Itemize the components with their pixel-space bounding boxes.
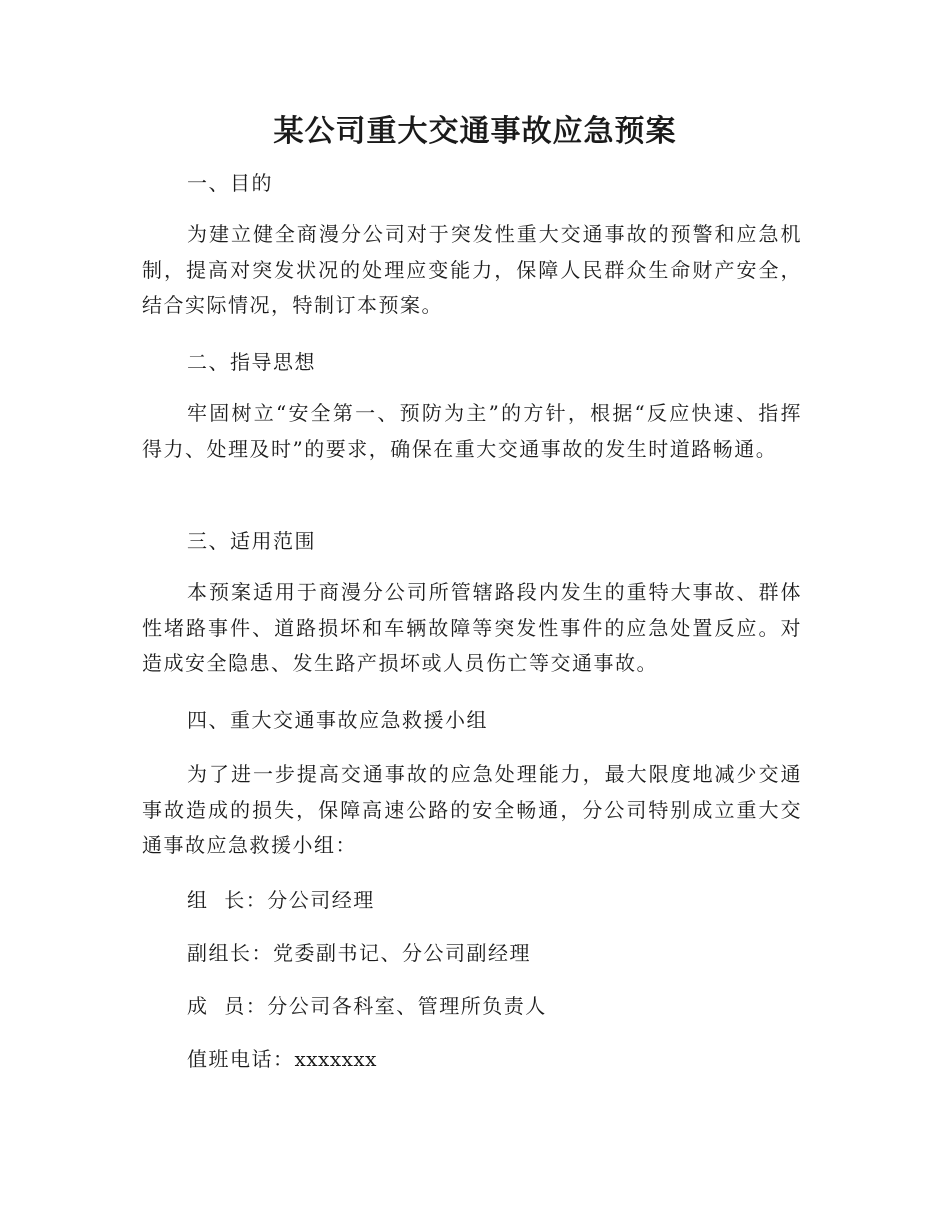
member-role: 副组长： [187,941,273,965]
section-body-purpose [142,217,802,324]
section-heading-purpose: 一、目的 [187,171,273,195]
member-role: 值班电话： [187,1047,295,1071]
paragraph: 本预案适用于商漫分公司所管辖路段内发生的重特大事故、群体性堵路事件、道路损坏和车辆故障等突发性事件的应急处置反应。对造成安全隐患、发生路产损坏或人员伤亡等交通事故。 [142,580,802,675]
duty-phone-value: xxxxxxx [294,1047,377,1071]
member-row-deputy-leader [187,935,531,971]
section-body-guiding-thought [142,396,802,467]
member-row-leader [187,882,375,918]
section-body-rescue-team [142,757,802,864]
section-heading-guiding-thought: 二、指导思想 [187,350,316,374]
member-value: 党委副书记、分公司副经理 [273,941,531,965]
paragraph: 为了进一步提高交通事故的应急处理能力，最大限度地减少交通事故造成的损失，保障高速公路的安全畅通，分公司特别成立重大交通事故应急救援小组： [142,762,802,857]
section-heading-rescue-team: 四、重大交通事故应急救援小组 [187,708,488,732]
paragraph: 为建立健全商漫分公司对于突发性重大交通事故的预警和应急机制，提高对突发状况的处理应变能力，保障人民群众生命财产安全，结合实际情况，特制订本预案。 [142,222,802,317]
member-role: 成 员： [187,994,268,1018]
member-value: 分公司经理 [267,888,375,912]
document-title: 某公司重大交通事故应急预案 [273,114,677,149]
member-value: 分公司各科室、管理所负责人 [267,994,547,1018]
section-body-scope [142,575,802,682]
member-row-members [187,988,547,1024]
section-heading-scope: 三、适用范围 [187,529,316,553]
member-role: 组 长： [187,888,268,912]
member-row-duty-phone [187,1041,377,1077]
paragraph: 牢固树立“安全第一、预防为主”的方针，根据“反应快速、指挥得力、处理及时”的要求，确保在重大交通事故的发生时道路畅通。 [142,401,802,461]
